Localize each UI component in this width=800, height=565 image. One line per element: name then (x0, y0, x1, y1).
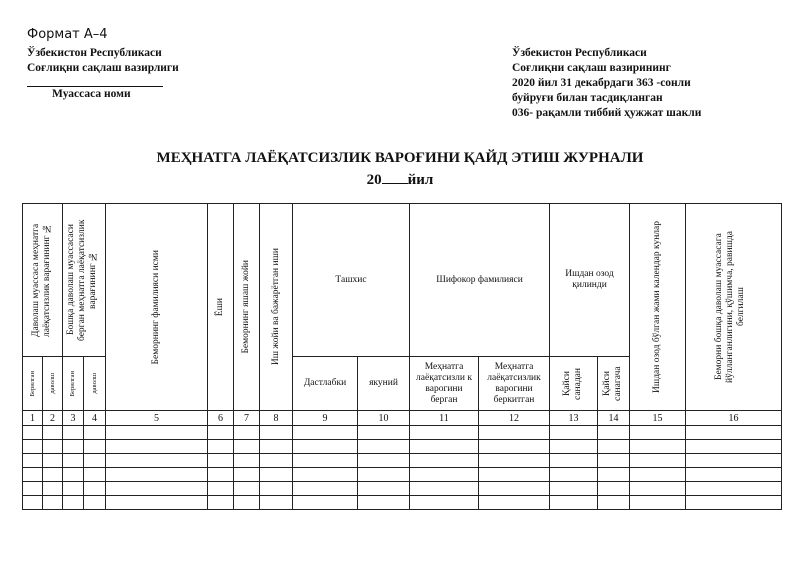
table-row (23, 496, 782, 510)
table-cell[interactable] (358, 496, 410, 510)
subheader-treatment-1 (43, 357, 63, 411)
table-cell[interactable] (410, 454, 479, 468)
table-cell[interactable] (598, 426, 630, 440)
table-row (23, 440, 782, 454)
header-other-sheet-text: Бошқа даволаш муассасаси берган меҳнатга лаёқатсизлик варағининг № (66, 219, 98, 341)
subheader-given-2-text: Берилган (69, 370, 76, 397)
table-cell[interactable] (358, 426, 410, 440)
table-cell[interactable] (410, 440, 479, 454)
table-cell[interactable] (63, 426, 84, 440)
table-cell[interactable] (686, 440, 782, 454)
table-cell[interactable] (358, 482, 410, 496)
header-cell-name (106, 204, 208, 411)
table-cell[interactable] (84, 468, 106, 482)
table-cell[interactable] (686, 426, 782, 440)
subheader-treatment-2 (84, 357, 106, 411)
subheader-treatment-1-text: даволш (48, 373, 56, 394)
table-cell[interactable] (106, 454, 208, 468)
table-cell[interactable] (358, 468, 410, 482)
table-cell[interactable] (84, 496, 106, 510)
header-name-text: Беморнинг фамилияси исми (151, 249, 161, 365)
subheader-given-1 (23, 357, 43, 411)
column-number: 4 (84, 411, 106, 426)
table-row (23, 482, 782, 496)
table-cell[interactable] (550, 468, 598, 482)
table-cell[interactable] (479, 454, 550, 468)
subheader-diagnosis-final-text: якуний (369, 378, 398, 388)
column-number: 9 (293, 411, 358, 426)
subheader-doctor-gave-text: Меҳнатга лаёқатсизли к варогини берган (416, 361, 472, 405)
table-cell[interactable] (84, 482, 106, 496)
table-cell[interactable] (293, 496, 358, 510)
column-number: 5 (106, 411, 208, 426)
table-row (23, 454, 782, 468)
subheader-to-date (598, 357, 630, 411)
table-cell[interactable] (23, 440, 43, 454)
table-cell[interactable] (23, 454, 43, 468)
table-cell[interactable] (550, 426, 598, 440)
table-cell[interactable] (208, 454, 234, 468)
table-cell[interactable] (234, 468, 260, 482)
header-cell-other-sheet (63, 204, 106, 357)
table-cell[interactable] (293, 454, 358, 468)
table-cell[interactable] (43, 440, 63, 454)
table-cell[interactable] (23, 496, 43, 510)
subheader-diagnosis-initial (293, 357, 358, 411)
column-number: 14 (598, 411, 630, 426)
header-cell-total-days (630, 204, 686, 411)
right-header-country: Ўзбекистон Республикаси (512, 47, 647, 59)
table-cell[interactable] (63, 440, 84, 454)
table-cell[interactable] (84, 426, 106, 440)
table-cell[interactable] (23, 468, 43, 482)
table-cell[interactable] (208, 468, 234, 482)
header-address-text: Беморнинг яшаш жойи (241, 260, 251, 354)
subheader-given-2 (63, 357, 84, 411)
header-cell-released (550, 204, 630, 357)
table-cell[interactable] (630, 426, 686, 440)
table-cell[interactable] (260, 482, 293, 496)
column-number: 16 (686, 411, 782, 426)
right-header-ministry: Соғлиқни сақлаш вазирининг (512, 62, 671, 74)
table-row (23, 468, 782, 482)
right-header (512, 46, 701, 121)
table-cell[interactable] (293, 440, 358, 454)
column-number: 12 (479, 411, 550, 426)
table-cell[interactable] (358, 440, 410, 454)
table-cell[interactable] (686, 482, 782, 496)
column-number-row (23, 411, 782, 426)
table-cell[interactable] (410, 496, 479, 510)
table-cell[interactable] (479, 482, 550, 496)
header-cell-own-sheet (23, 204, 63, 357)
year-line (0, 170, 800, 189)
table-cell[interactable] (43, 426, 63, 440)
header-cell-address (234, 204, 260, 411)
table-cell[interactable] (598, 440, 630, 454)
table-cell[interactable] (208, 482, 234, 496)
column-number: 15 (630, 411, 686, 426)
table-cell[interactable] (630, 482, 686, 496)
table-cell[interactable] (208, 426, 234, 440)
table-cell[interactable] (234, 454, 260, 468)
table-cell[interactable] (106, 468, 208, 482)
header-total-days-text: Ишдан озод бўлган жами календар кунлар (652, 221, 663, 393)
header-released-text: Ишдан озод қилинди (565, 269, 614, 290)
table-cell[interactable] (686, 496, 782, 510)
table-cell[interactable] (234, 440, 260, 454)
subheader-diagnosis-initial-text: Дастлабки (303, 378, 347, 388)
table-cell[interactable] (550, 440, 598, 454)
left-header (27, 46, 179, 102)
institution-name-label: Муассаса номи (52, 88, 131, 100)
subheader-treatment-2-text: даволш (90, 373, 98, 394)
subheader-doctor-closed-text: Меҳнатга лаёқатсизлик варогини беркитган (487, 361, 541, 405)
header-own-sheet-text: Даволаш муассаса меҳнатга лаёқатсизлик варағининг № (30, 223, 52, 337)
table-cell[interactable] (479, 496, 550, 510)
table-cell[interactable] (260, 496, 293, 510)
table-cell[interactable] (598, 482, 630, 496)
year-suffix: йил (407, 172, 434, 188)
header-doctor-text: Шифокор фамилияси (436, 274, 523, 285)
year-prefix: 20 (366, 172, 382, 188)
table-cell[interactable] (106, 440, 208, 454)
institution-name-line (27, 76, 163, 87)
table-cell[interactable] (410, 468, 479, 482)
subheader-diagnosis-final (358, 357, 410, 411)
header-cell-doctor (410, 204, 550, 357)
subheader-from-date-text: Қайси санадан (561, 367, 583, 400)
header-cell-age (208, 204, 234, 411)
header-age-text: Ёши (215, 297, 225, 317)
table-cell[interactable] (234, 426, 260, 440)
table-cell[interactable] (63, 454, 84, 468)
table-cell[interactable] (106, 482, 208, 496)
column-number: 13 (550, 411, 598, 426)
table-cell[interactable] (63, 482, 84, 496)
table-row (23, 426, 782, 440)
table-cell[interactable] (84, 440, 106, 454)
column-number: 7 (234, 411, 260, 426)
table-cell[interactable] (260, 440, 293, 454)
table-cell[interactable] (23, 482, 43, 496)
table-cell[interactable] (43, 468, 63, 482)
table-cell[interactable] (550, 496, 598, 510)
table-cell[interactable] (686, 454, 782, 468)
table-cell[interactable] (630, 496, 686, 510)
table-cell[interactable] (410, 426, 479, 440)
table-cell[interactable] (550, 454, 598, 468)
table-cell[interactable] (260, 468, 293, 482)
table-cell[interactable] (208, 440, 234, 454)
table-cell[interactable] (479, 440, 550, 454)
table-cell[interactable] (630, 440, 686, 454)
table-cell[interactable] (43, 496, 63, 510)
table-cell[interactable] (234, 482, 260, 496)
table-cell[interactable] (43, 454, 63, 468)
column-number: 1 (23, 411, 43, 426)
header-diagnosis-text: Ташхис (335, 274, 367, 285)
right-header-approval: буйруғи билан тасдиқланган (512, 92, 663, 104)
table-cell[interactable] (293, 426, 358, 440)
column-number: 2 (43, 411, 63, 426)
table-cell[interactable] (43, 482, 63, 496)
format-label: Формат А–4 (27, 27, 108, 42)
table-cell[interactable] (260, 454, 293, 468)
table-cell[interactable] (293, 482, 358, 496)
column-number: 10 (358, 411, 410, 426)
column-number: 3 (63, 411, 84, 426)
subheader-doctor-gave (410, 357, 479, 411)
table-cell[interactable] (23, 426, 43, 440)
right-header-form-number: 036- рақамли тиббий ҳужжат шакли (512, 107, 702, 119)
table-cell[interactable] (630, 454, 686, 468)
table-cell[interactable] (84, 454, 106, 468)
table-cell[interactable] (598, 468, 630, 482)
header-referral-text: Беморни бошқа даволаш муассасага йўлланганлигини, қўшимча, равишда белгилаш (713, 231, 746, 383)
header-cell-work (260, 204, 293, 411)
left-header-country: Ўзбекистон Республикаси (27, 47, 162, 59)
column-number: 8 (260, 411, 293, 426)
table-cell[interactable] (106, 496, 208, 510)
page-title: МЕҲНАТГА ЛАЁҚАТСИЗЛИК ВАРОҒИНИ ҚАЙД ЭТИШ ЖУРНАЛИ (156, 150, 644, 166)
table-cell[interactable] (479, 426, 550, 440)
table-cell[interactable] (598, 454, 630, 468)
table-cell[interactable] (630, 468, 686, 482)
table-cell[interactable] (234, 496, 260, 510)
table-cell[interactable] (686, 468, 782, 482)
table-cell[interactable] (598, 496, 630, 510)
column-number: 11 (410, 411, 479, 426)
table-cell[interactable] (63, 468, 84, 482)
table-cell[interactable] (63, 496, 84, 510)
table-cell[interactable] (479, 468, 550, 482)
table-cell[interactable] (358, 454, 410, 468)
journal-table (22, 203, 782, 510)
table-cell[interactable] (260, 426, 293, 440)
subheader-doctor-closed (479, 357, 550, 411)
subheader-to-date-text: Қайси санагача (601, 366, 623, 401)
table-cell[interactable] (550, 482, 598, 496)
year-blank (382, 170, 408, 184)
header-row-1 (23, 204, 782, 357)
column-number: 6 (208, 411, 234, 426)
table-cell[interactable] (106, 426, 208, 440)
table-cell[interactable] (208, 496, 234, 510)
header-cell-referral (686, 204, 782, 411)
right-header-order-date: 2020 йил 31 декабрдаги 363 -сонли (512, 77, 691, 89)
subheader-from-date (550, 357, 598, 411)
left-header-ministry: Соғлиқни сақлаш вазирлиги (27, 62, 179, 74)
table-cell[interactable] (410, 482, 479, 496)
header-work-text: Иш жойи ва бажарётган иши (270, 248, 281, 366)
subheader-given-1-text: Берилган (28, 370, 36, 397)
table-cell[interactable] (293, 468, 358, 482)
header-cell-diagnosis (293, 204, 410, 357)
